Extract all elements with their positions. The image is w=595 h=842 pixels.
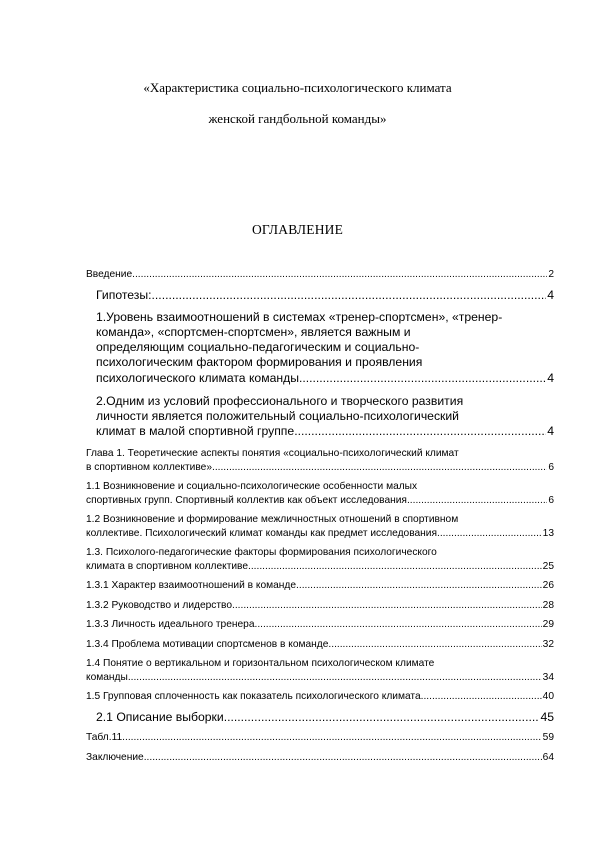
toc-page-number: 34 xyxy=(542,671,554,683)
toc-entry-title: климата в спортивном коллективе xyxy=(86,560,249,572)
toc-page-number: 59 xyxy=(542,732,554,744)
toc-entry-title: 1.3.4 Проблема мотивации спортсменов в команде xyxy=(86,638,329,650)
toc-leader-dots xyxy=(224,710,540,725)
toc-page-number: 4 xyxy=(547,424,554,439)
toc-entry-1-4[interactable] xyxy=(86,657,554,684)
toc-entry-text-line: 2.Одним из условий профессионального и творческого развития xyxy=(96,393,464,408)
toc-entry-1-1[interactable] xyxy=(86,480,554,507)
toc-entry-title: 2.1 Описание выборки xyxy=(96,709,224,724)
toc-entry-text-line: 1.3. Психолого-педагогические факторы формирования психологического xyxy=(86,547,437,559)
toc-entry-text-line: 1.1 Возникновение и социально-психологические особенности малых xyxy=(86,481,418,493)
toc-page-number: 25 xyxy=(542,560,554,572)
toc-leader-dots xyxy=(328,638,541,652)
toc-entry-title: в спортивном коллективе» xyxy=(86,461,212,473)
toc-leader-dots xyxy=(248,560,542,574)
toc-page-number: 29 xyxy=(542,619,554,631)
toc-page-number: 6 xyxy=(548,494,554,506)
toc-page-number: 2 xyxy=(548,269,554,280)
toc-entry-title: 1.5 Групповая сплоченность как показатель психологического климата xyxy=(86,691,421,703)
toc-entry-chapter-1[interactable] xyxy=(86,447,554,474)
toc-page-number: 13 xyxy=(542,527,554,539)
toc-page-number: 4 xyxy=(547,370,554,385)
toc-entry-hypotheses[interactable] xyxy=(86,288,554,303)
toc-entry-title: климат в малой спортивной группе xyxy=(96,424,295,439)
toc-page-number: 4 xyxy=(547,287,554,302)
toc-entry-hypothesis-2[interactable] xyxy=(86,394,554,440)
toc-leader-dots xyxy=(299,371,546,386)
toc-leader-dots xyxy=(254,618,541,632)
toc-entry-title: спортивных групп. Спортивный коллектив как объект исследования xyxy=(86,494,407,506)
toc-entry-1-3[interactable] xyxy=(86,546,554,573)
toc-leader-dots xyxy=(232,599,542,613)
toc-entry-text-line: Глава 1. Теоретические аспекты понятия «социально-психологический климат xyxy=(86,448,459,460)
toc-page-number: 28 xyxy=(542,599,554,611)
toc-leader-dots xyxy=(122,731,541,745)
toc-page-number: 40 xyxy=(542,691,554,703)
toc-entry-text-line: 1.4 Понятие о вертикальном и горизонтальном психологическом климате xyxy=(86,658,435,670)
toc-entry-1-3-4[interactable] xyxy=(86,638,554,652)
toc-page-number: 45 xyxy=(540,709,554,724)
toc-entry-title: коллективе. Психологический климат команды как предмет исследования xyxy=(86,527,437,539)
toc-page-number: 64 xyxy=(542,751,554,763)
toc-entry-title: 1.3.3 Личность идеального тренера xyxy=(86,619,255,631)
toc-entry-table-11[interactable] xyxy=(86,731,554,745)
document-title-line-2: женской гандбольной команды» xyxy=(208,111,387,126)
toc-page-number: 26 xyxy=(542,580,554,592)
toc-leader-dots xyxy=(407,494,547,508)
toc-leader-dots xyxy=(152,288,547,303)
toc-entry-introduction[interactable] xyxy=(86,268,554,282)
toc-entry-1-5[interactable] xyxy=(86,690,554,704)
toc-entry-text-line: команда», «спортсмен-спортсмен», является важным и xyxy=(96,324,411,339)
toc-leader-dots xyxy=(296,579,542,593)
toc-entry-1-2[interactable] xyxy=(86,513,554,540)
toc-entry-text-line: определяющим социально-педагогическим и социально- xyxy=(96,340,420,355)
toc-entry-1-3-3[interactable] xyxy=(86,618,554,632)
toc-page-number: 32 xyxy=(542,638,554,650)
toc-entry-title: Табл.11 xyxy=(86,732,123,744)
toc-entry-title: 1.3.2 Руководство и лидерство xyxy=(86,599,233,611)
toc-entry-1-3-1[interactable] xyxy=(86,579,554,593)
toc-heading: ОГЛАВЛЕНИЕ xyxy=(251,222,344,237)
toc-entry-title: 1.3.1 Характер взаимоотношений в команде xyxy=(86,580,297,592)
toc-entry-text-line: личности является положительный социально-психологический xyxy=(96,408,459,423)
toc-leader-dots xyxy=(421,690,542,704)
toc-leader-dots xyxy=(132,268,547,282)
toc-leader-dots xyxy=(294,424,546,439)
toc-leader-dots xyxy=(437,527,542,541)
toc-entry-text-line: 1.2 Возникновение и формирование межличностных отношений в спортивном xyxy=(86,514,459,526)
toc-entry-1-3-2[interactable] xyxy=(86,599,554,613)
toc-entry-title: психологического климата команды xyxy=(96,370,299,385)
toc-leader-dots xyxy=(212,461,547,475)
toc-entry-text-line: психологическим фактором формирования и проявления xyxy=(96,355,423,370)
table-of-contents xyxy=(86,268,554,770)
toc-entry-text-line: 1.Уровень взаимоотношений в системах «тренер-спортсмен», «тренер- xyxy=(96,309,503,324)
toc-entry-hypothesis-1[interactable] xyxy=(86,310,554,386)
toc-entry-2-1[interactable] xyxy=(86,710,554,725)
toc-leader-dots xyxy=(128,671,542,685)
toc-entry-title: Гипотезы: xyxy=(96,287,152,302)
toc-page-number: 6 xyxy=(548,461,554,473)
toc-entry-title: команды xyxy=(86,671,128,683)
document-title-line-1: «Характеристика социально-психологического климата xyxy=(143,80,452,95)
toc-entry-title: Введение xyxy=(86,269,133,280)
toc-entry-title: Заключение xyxy=(86,751,144,763)
toc-entry-conclusion[interactable] xyxy=(86,751,554,765)
toc-leader-dots xyxy=(144,751,542,765)
